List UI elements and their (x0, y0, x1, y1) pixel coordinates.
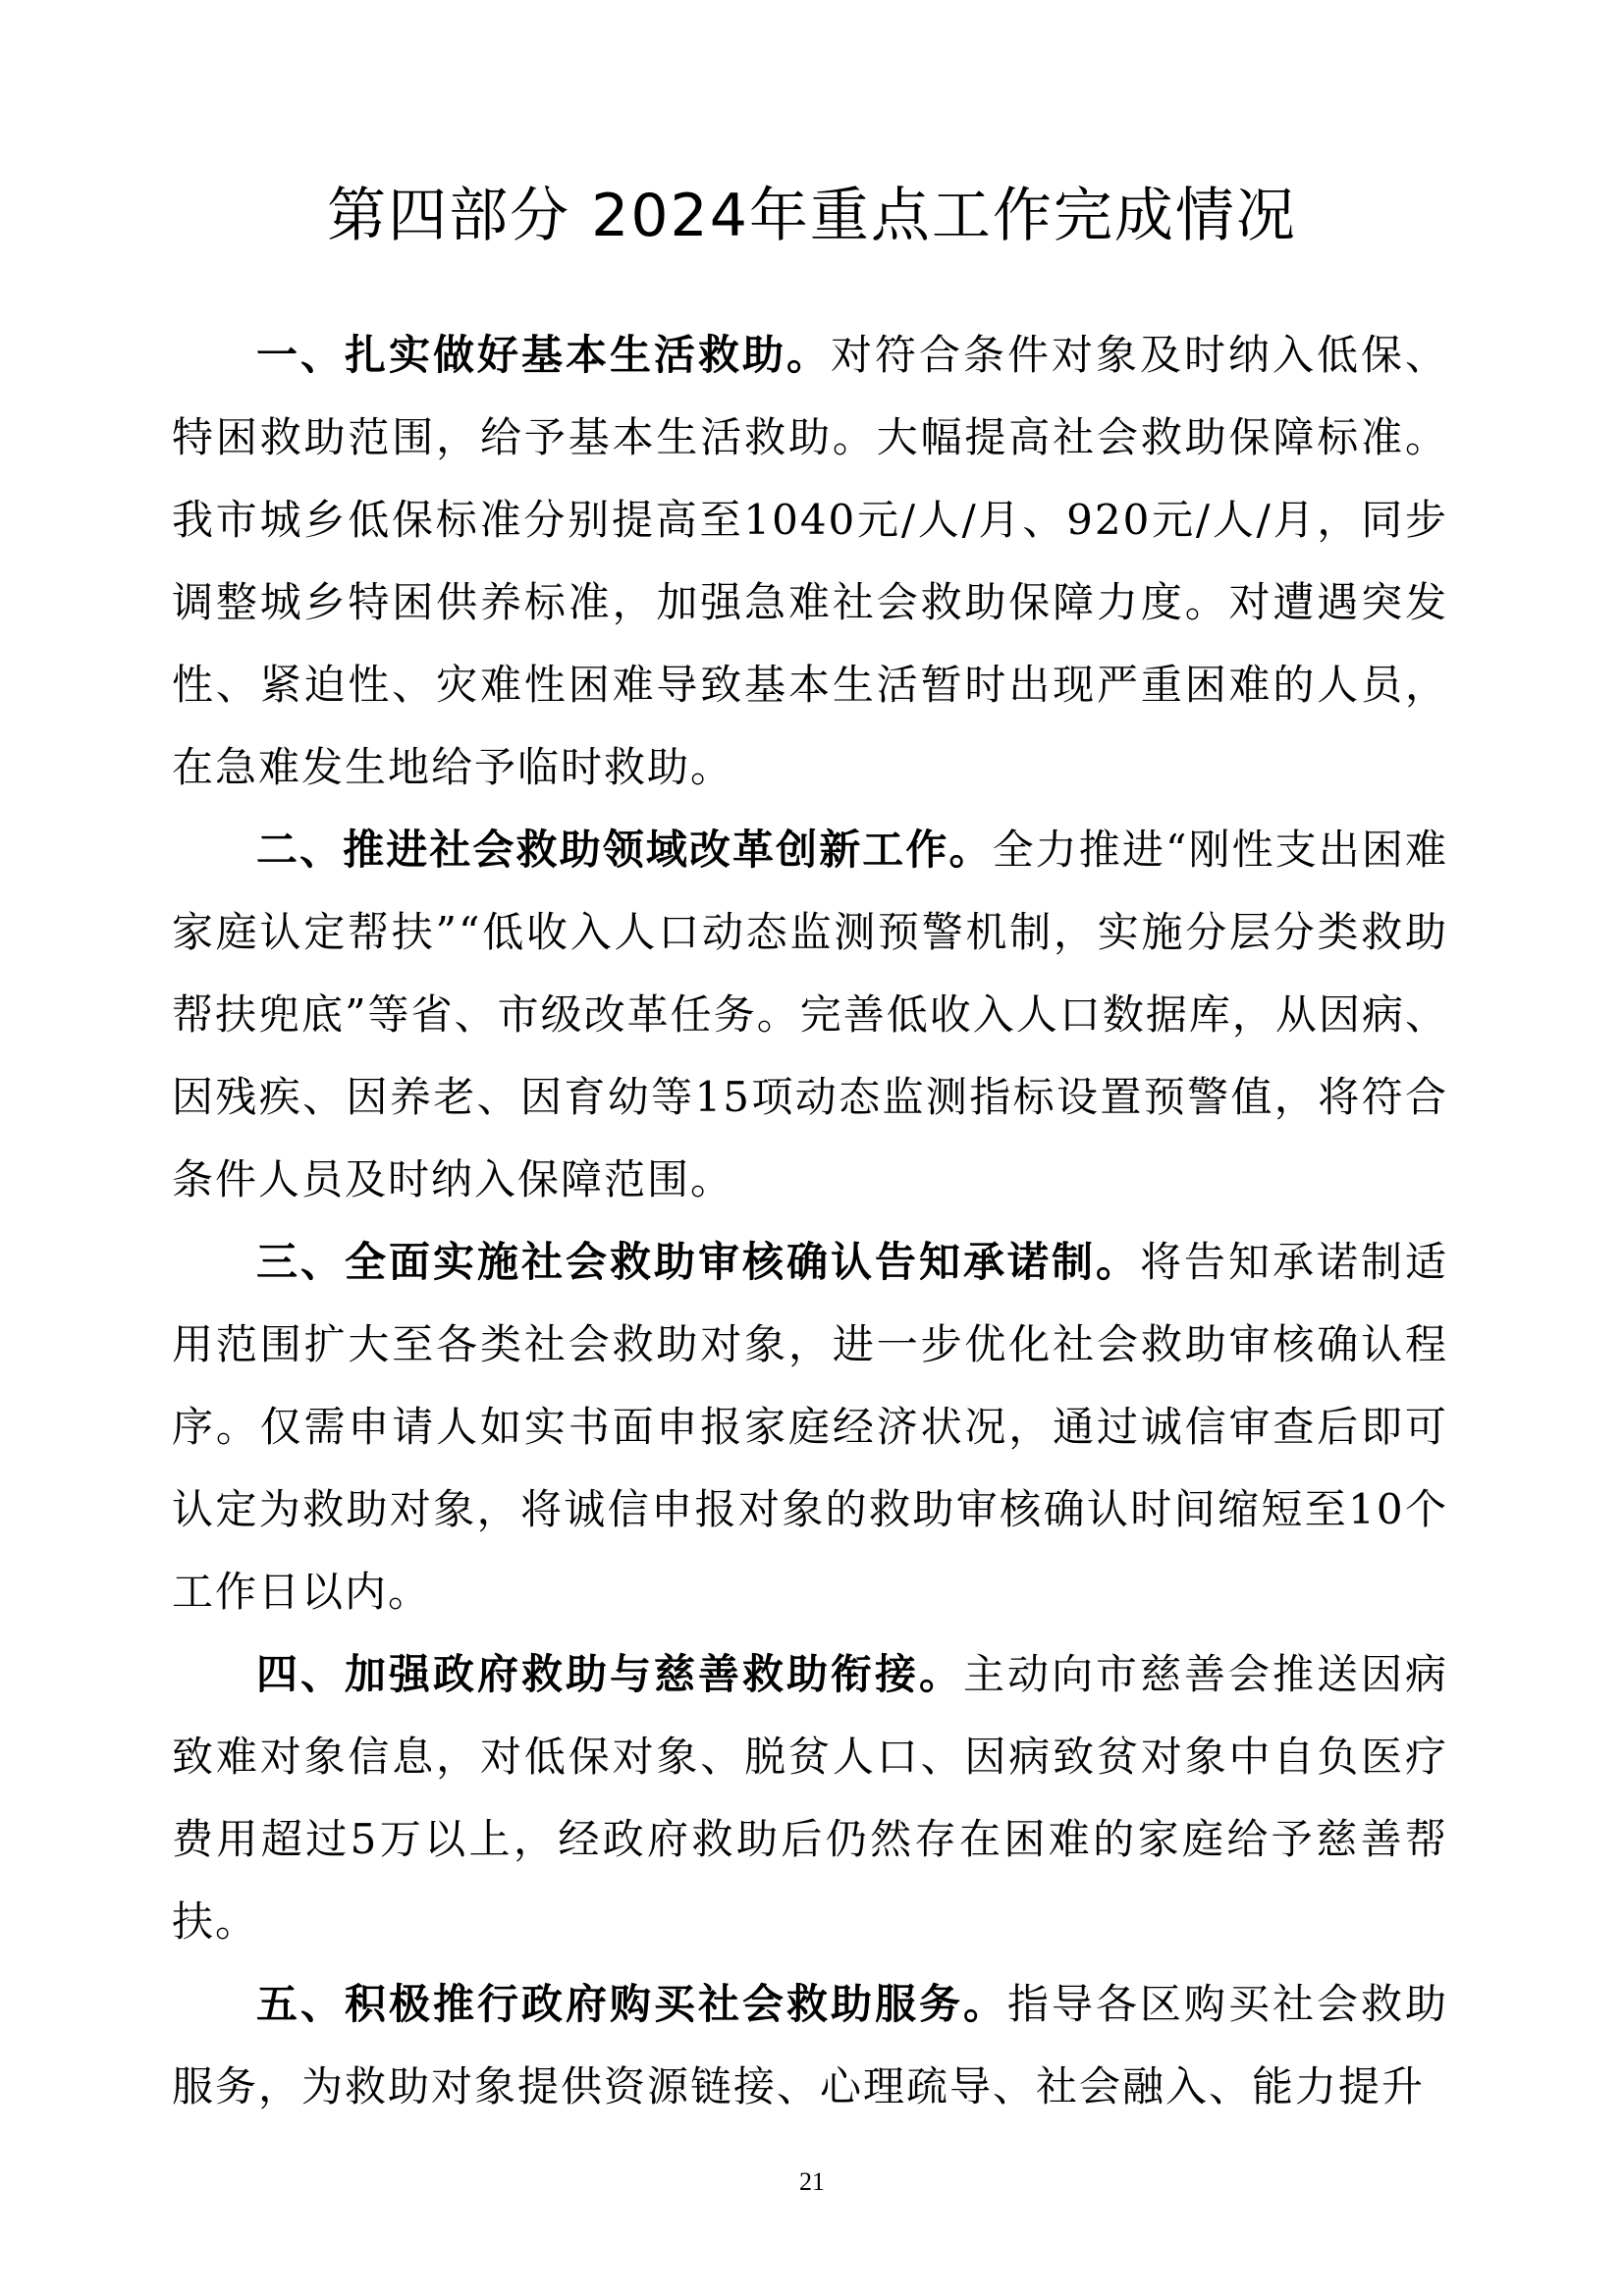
page-number: 21 (799, 2167, 825, 2196)
document-body (172, 314, 1448, 2128)
paragraph-3-text: 将告知承诺制适用范围扩大至各类社会救助对象，进一步优化社会救助审核确认程序。仅需申请人如实书面申报家庭经济状况，通过诚信审查后即可认定为救助对象，将诚信申报对象的救助审核确认时间缩短至10个工作日以内。 (172, 1238, 1448, 1616)
paragraph-4 (172, 1633, 1448, 1963)
paragraph-5 (172, 1963, 1448, 2128)
paragraph-5-text: 指导各区购买社会救助服务，为救助对象提供资源链接、心理疏导、社会融入、能力提升 (172, 1980, 1448, 2110)
page-title: 第四部分 2024年重点工作完成情况 (327, 182, 1297, 250)
paragraph-3 (172, 1221, 1448, 1633)
paragraph-2 (172, 809, 1448, 1221)
paragraph-4-heading: 四、加强政府救助与慈善救助衔接。 (256, 1650, 963, 1698)
paragraph-4-text: 主动向市慈善会推送因病致难对象信息，对低保对象、脱贫人口、因病致贫对象中自负医疗费用超过5万以上，经政府救助后仍然存在困难的家庭给予慈善帮扶。 (172, 1650, 1448, 1946)
paragraph-2-text: 全力推进“刚性支出困难家庭认定帮扶”“低收入人口动态监测预警机制，实施分层分类救助帮扶兜底”等省、市级改革任务。完善低收入人口数据库，从因病、因残疾、因养老、因育幼等15项动态监测指标设置预警值，将符合条件人员及时纳入保障范围。 (172, 826, 1448, 1203)
paragraph-5-heading: 五、积极推行政府购买社会救助服务。 (256, 1980, 1007, 2028)
paragraph-2-heading: 二、推进社会救助领域改革创新工作。 (256, 826, 993, 874)
paragraph-1-text: 对符合条件对象及时纳入低保、特困救助范围，给予基本生活救助。大幅提高社会救助保障标准。我市城乡低保标准分别提高至1040元/人/月、920元/人/月，同步调整城乡特困供养标准，加强急难社会救助保障力度。对遭遇突发性、紧迫性、灾难性困难导致基本生活暂时出现严重困难的人员，在急难发生地给予临时救助。 (172, 331, 1448, 791)
paragraph-1-heading: 一、扎实做好基本生活救助。 (256, 331, 831, 379)
paragraph-3-heading: 三、全面实施社会救助审核确认告知承诺制。 (256, 1238, 1140, 1286)
paragraph-1 (172, 314, 1448, 809)
